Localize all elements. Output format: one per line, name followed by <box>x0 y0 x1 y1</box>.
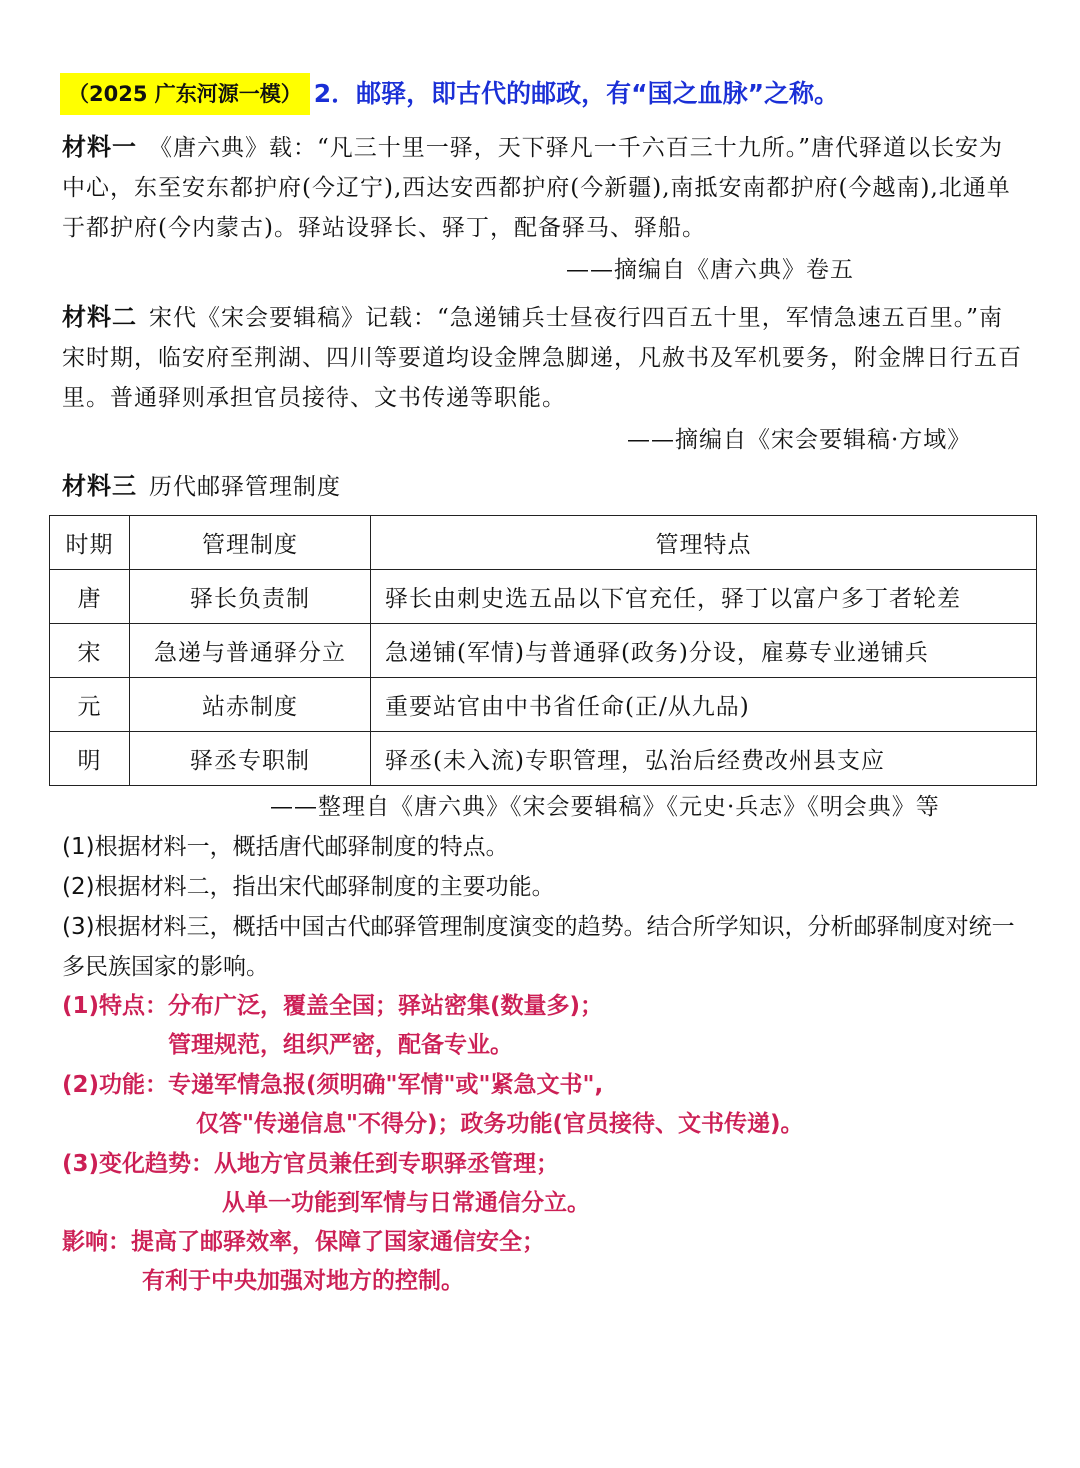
material-one <box>62 127 1022 248</box>
material-three <box>62 466 1022 507</box>
cell-system: 驿长负责制 <box>130 570 371 624</box>
answer-2-line-2: 仅答"传递信息"不得分)；政务功能(官员接待、文书传递)。 <box>196 1111 804 1137</box>
question-title: 2．邮驿，即古代的邮政，有“国之血脉”之称。 <box>313 79 840 108</box>
answer-2-line-1: (2)功能：专递军情急报(须明确"军情"或"紧急文书", <box>62 1072 604 1098</box>
question-header <box>60 72 839 116</box>
cell-period: 宋 <box>50 624 130 678</box>
cell-system: 急递与普通驿分立 <box>130 624 371 678</box>
table-row <box>50 732 1037 786</box>
cell-feature: 驿丞(未入流)专职管理，弘治后经费改州县支应 <box>371 732 1037 786</box>
material-two-text: 宋代《宋会要辑稿》记载：“急递铺兵士昼夜行四百五十里，军情急速五百里。”南宋时期，临安府至荆湖、四川等要道均设金牌急脚递，凡赦书及军机要务，附金牌日行五百里。普通驿则承担官员接待、文书传递等职能。 <box>62 305 1022 411</box>
material-one-citation: ——摘编自《唐六典》卷五 <box>566 257 854 283</box>
column-header-system: 管理制度 <box>130 516 371 570</box>
answer-3-line-1: (3)变化趋势：从地方官员兼任到专职驿丞管理； <box>62 1151 560 1177</box>
column-header-period: 时期 <box>50 516 130 570</box>
cell-feature: 急递铺(军情)与普通驿(政务)分设，雇募专业递铺兵 <box>371 624 1037 678</box>
material-two-citation: ——摘编自《宋会要辑稿·方域》 <box>627 427 972 453</box>
cell-feature: 重要站官由中书省任命(正/从九品) <box>371 678 1037 732</box>
cell-period: 元 <box>50 678 130 732</box>
column-header-feature: 管理特点 <box>371 516 1037 570</box>
answer-4-line-2: 有利于中央加强对地方的控制。 <box>142 1268 464 1294</box>
answer-1-line-1: (1)特点：分布广泛，覆盖全国；驿站密集(数量多)； <box>62 993 604 1019</box>
material-three-citation: ——整理自《唐六典》《宋会要辑稿》《元史·兵志》《明会典》等 <box>270 794 940 820</box>
cell-feature: 驿长由刺史选五品以下官充任，驿丁以富户多丁者轮差 <box>371 570 1037 624</box>
question-3: (3)根据材料三，概括中国古代邮驿管理制度演变的趋势。结合所学知识，分析邮驿制度对统一多民族国家的影响。 <box>62 914 1015 980</box>
cell-system: 驿丞专职制 <box>130 732 371 786</box>
question-1: (1)根据材料一，概括唐代邮驿制度的特点。 <box>62 834 509 860</box>
table-row <box>50 624 1037 678</box>
source-tag: （2025 广东河源一模） <box>60 73 310 115</box>
management-system-table <box>49 515 1037 786</box>
table-header-row <box>50 516 1037 570</box>
cell-period: 唐 <box>50 570 130 624</box>
question-2: (2)根据材料二，指出宋代邮驿制度的主要功能。 <box>62 874 555 900</box>
material-three-label: 材料三 <box>62 472 137 500</box>
material-one-label: 材料一 <box>62 133 137 161</box>
material-three-title: 历代邮驿管理制度 <box>149 474 341 500</box>
answer-1-line-2: 管理规范，组织严密，配备专业。 <box>168 1032 513 1058</box>
answer-3-line-2: 从单一功能到军情与日常通信分立。 <box>222 1190 590 1216</box>
material-two <box>62 297 1022 418</box>
table-row <box>50 570 1037 624</box>
cell-period: 明 <box>50 732 130 786</box>
answer-4-line-1: 影响：提高了邮驿效率，保障了国家通信安全； <box>62 1229 545 1255</box>
material-one-text: 《唐六典》载：“凡三十里一驿，天下驿凡一千六百三十九所。”唐代驿道以长安为中心，东至安东都护府(今辽宁),西达安西都护府(今新疆),南抵安南都护府(今越南),北通单于都护府(今内蒙古)。驿站设驿长、驿丁，配备驿马、驿船。 <box>62 135 1011 241</box>
table-row <box>50 678 1037 732</box>
material-two-label: 材料二 <box>62 303 137 331</box>
cell-system: 站赤制度 <box>130 678 371 732</box>
